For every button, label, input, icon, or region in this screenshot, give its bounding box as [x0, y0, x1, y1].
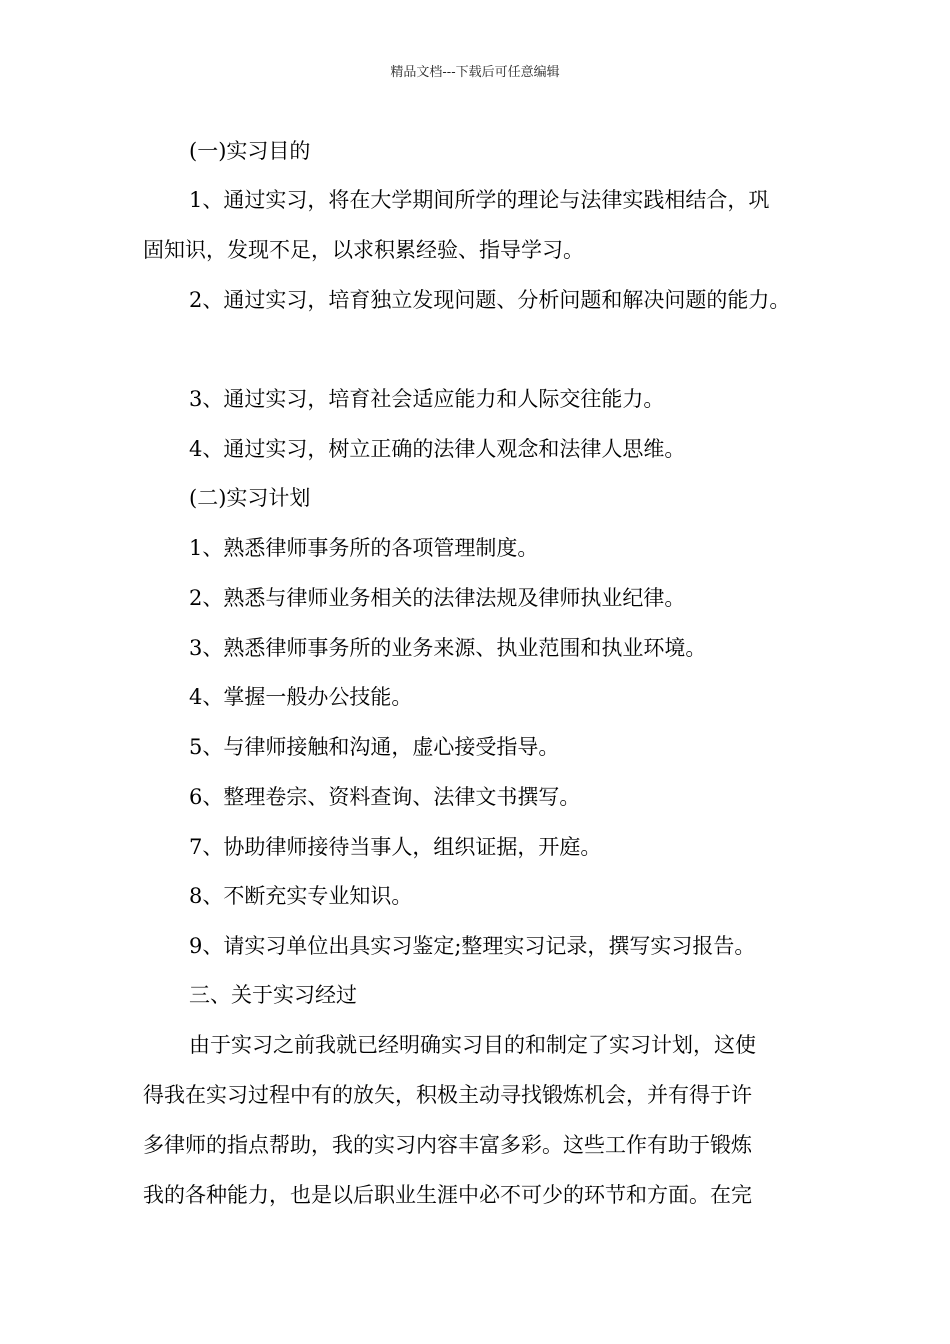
paragraph-line: 7、协助律师接待当事人，组织证据，开庭。: [189, 835, 602, 859]
paragraph-line: 由于实习之前我就已经明确实习目的和制定了实习计划，这使: [189, 1033, 756, 1057]
paragraph-line: 3、熟悉律师事务所的业务来源、执业范围和执业环境。: [189, 636, 707, 660]
paragraph-line: 3、通过实习，培育社会适应能力和人际交往能力。: [189, 387, 665, 411]
section-heading-plan: (二)实习计划: [189, 486, 311, 510]
paragraph-line: 固知识，发现不足，以求积累经验、指导学习。: [143, 238, 584, 262]
page-header: 精品文档---下载后可任意编辑: [390, 65, 560, 80]
paragraph-line: 得我在实习过程中有的放矢，积极主动寻找锻炼机会，并有得于许: [143, 1083, 752, 1107]
paragraph-line: 4、通过实习，树立正确的法律人观念和法律人思维。: [189, 437, 686, 461]
paragraph-line: 我的各种能力，也是以后职业生涯中必不可少的环节和方面。在完: [143, 1183, 752, 1207]
paragraph-line: 4、掌握一般办公技能。: [189, 685, 413, 709]
paragraph-line: 多律师的指点帮助，我的实习内容丰富多彩。这些工作有助于锻炼: [143, 1133, 752, 1157]
paragraph-line: 5、与律师接触和沟通，虚心接受指导。: [189, 735, 560, 759]
paragraph-line: 2、通过实习，培育独立发现问题、分析问题和解决问题的能力。: [189, 288, 791, 312]
paragraph-line: 9、请实习单位出具实习鉴定;整理实习记录，撰写实习报告。: [189, 934, 756, 958]
paragraph-line: 6、整理卷宗、资料查询、法律文书撰写。: [189, 785, 581, 809]
section-heading-goals: (一)实习目的: [189, 139, 311, 163]
paragraph-line: 1、通过实习，将在大学期间所学的理论与法律实践相结合，巩: [189, 188, 770, 212]
section-heading-process: 三、关于实习经过: [189, 983, 357, 1007]
paragraph-line: 1、熟悉律师事务所的各项管理制度。: [189, 536, 539, 560]
paragraph-line: 8、不断充实专业知识。: [189, 884, 413, 908]
paragraph-line: 2、熟悉与律师业务相关的法律法规及律师执业纪律。: [189, 586, 686, 610]
